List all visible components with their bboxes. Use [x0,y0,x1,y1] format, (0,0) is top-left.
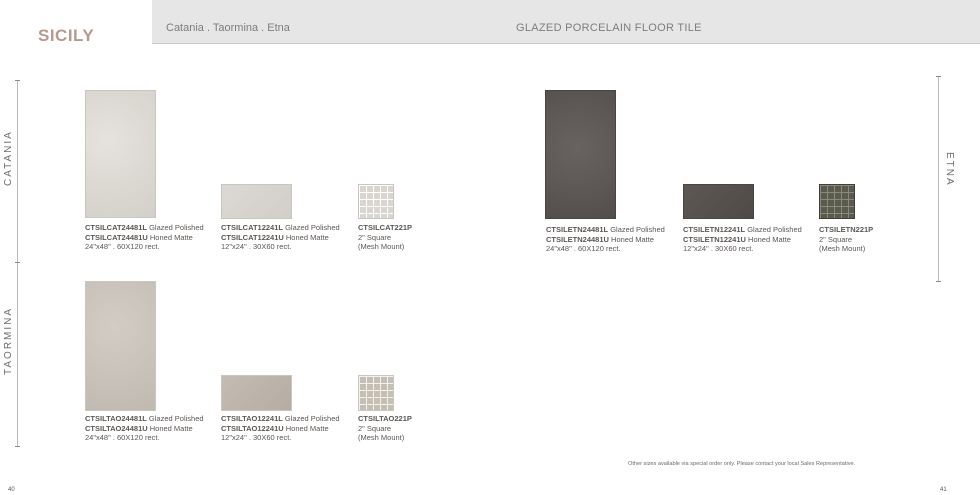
section-label-taormina: TAORMINA [3,306,14,375]
product-finish: Honed Matte [149,232,193,242]
product-size: 24"x48" . 60X120 rect. [85,242,160,251]
caption-catania-mosaic [358,223,412,252]
page-number-right: 41 [940,487,947,493]
tile-swatch-catania-mosaic [358,184,394,219]
tile-swatch-etna-12x24 [683,184,754,219]
section-label-catania: CATANIA [3,130,14,186]
tile-swatch-catania-12x24 [221,184,292,219]
product-code: CTSILETN12241U [683,234,746,244]
product-code: CTSILETN12241L [683,225,746,234]
product-finish: Glazed Polished [285,223,340,232]
right-rule [938,76,939,282]
product-mount: (Mesh Mount) [358,433,405,442]
product-finish: Glazed Polished [148,414,204,423]
left-rule-tick [15,446,20,447]
product-size: 12"x24" . 30X60 rect. [221,433,292,442]
product-code: CTSILCAT221P [358,223,413,232]
header-bar [0,0,980,44]
product-size: 12"x24" . 30X60 rect. [683,244,754,253]
product-code: CTSILTAO24481L [85,414,147,423]
product-size: 2" Square [358,232,392,242]
page-number-left: 40 [8,487,15,493]
tile-swatch-etna-mosaic [819,184,855,219]
caption-catania-12x24 [221,223,340,252]
left-rule-tick [15,80,20,81]
brand-title: SICILY [38,26,95,45]
collection-cities: Catania . Taormina . Etna [166,22,290,34]
product-mount: (Mesh Mount) [358,242,405,251]
product-code: CTSILTAO12241U [221,423,284,433]
product-line-title: GLAZED PORCELAIN FLOOR TILE [516,22,702,34]
product-code: CTSILETN221P [819,225,874,234]
left-rule [17,80,18,447]
caption-taormina-mosaic [358,414,412,443]
product-size: 24"x48" . 60X120 rect. [85,433,160,442]
product-finish: Glazed Polished [284,414,340,423]
tile-swatch-catania-24x48 [85,90,156,218]
brand-area [0,0,152,44]
caption-catania-24x48 [85,223,204,252]
product-code: CTSILCAT12241U [221,232,284,242]
product-size: 2" Square [819,234,853,244]
product-code: CTSILTAO24481U [85,423,148,433]
product-code: CTSILETN24481U [546,234,609,244]
product-size: 2" Square [358,423,392,433]
product-finish: Glazed Polished [610,225,665,234]
tile-swatch-etna-24x48 [545,90,616,219]
product-code: CTSILCAT24481U [85,232,148,242]
product-code: CTSILTAO221P [358,414,412,423]
caption-etna-mosaic [819,225,873,254]
product-size: 24"x48" . 60X120 rect. [546,244,621,253]
product-finish: Glazed Polished [747,225,802,234]
product-finish: Honed Matte [285,423,329,433]
product-finish: Honed Matte [611,234,654,244]
section-label-etna: ETNA [944,152,955,187]
special-order-note: Other sizes available via special order only. Please contact your local Sales Representative. [628,461,856,467]
product-finish: Glazed Polished [149,223,204,232]
caption-etna-12x24 [683,225,802,254]
product-code: CTSILCAT24481L [85,223,147,232]
product-mount: (Mesh Mount) [819,244,866,253]
product-code: CTSILETN24481L [546,225,609,234]
product-size: 12"x24" . 30X60 rect. [221,242,292,251]
tile-swatch-taormina-12x24 [221,375,292,411]
product-code: CTSILTAO12241L [221,414,283,423]
caption-etna-24x48 [546,225,665,254]
product-finish: Honed Matte [149,423,193,433]
product-finish: Honed Matte [285,232,329,242]
left-rule-tick [15,262,20,263]
caption-taormina-12x24 [221,414,340,443]
right-rule-tick [936,281,941,282]
tile-swatch-taormina-mosaic [358,375,394,411]
product-finish: Honed Matte [748,234,791,244]
caption-taormina-24x48 [85,414,204,443]
tile-swatch-taormina-24x48 [85,281,156,411]
right-rule-tick [936,76,941,77]
product-code: CTSILCAT12241L [221,223,283,232]
